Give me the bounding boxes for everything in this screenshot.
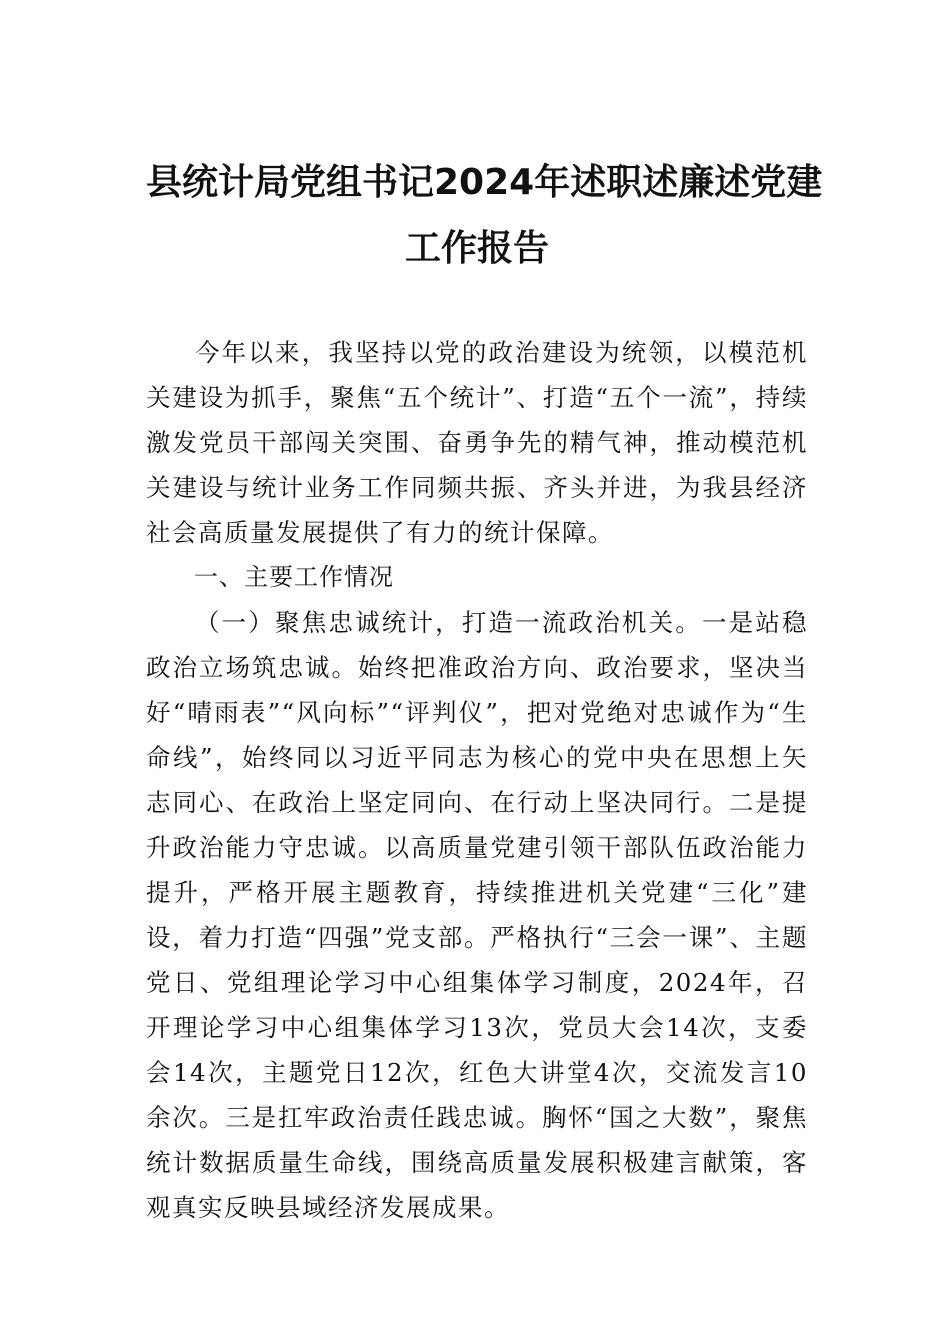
intro-paragraph: 今年以来，我坚持以党的政治建设为统领，以模范机关建设为抓手，聚焦“五个统计”、打造“五个一流”，持续激发党员干部闯关突围、奋勇争先的精气神，推动模范机关建设与统计业务工作同频共振、齐头并进，为我县经济社会高质量发展提供了有力的统计保障。 bbox=[146, 338, 808, 547]
document-title bbox=[146, 150, 823, 282]
subsection-paragraph bbox=[146, 600, 808, 1230]
title-line-2: 工作报告 bbox=[404, 228, 549, 269]
document-body bbox=[146, 330, 808, 1230]
title-line-1: 县统计局党组书记2024年述职述廉述党建 bbox=[146, 162, 823, 203]
subsection-body: 一是站稳政治立场筑忠诚。始终把准政治方向、政治要求，坚决当好“晴雨表”“风向标”“评判仪”，把对党绝对忠诚作为“生命线”，始终同以习近平同志为核心的党中央在思想上矢志同心、在政治上坚定同向、在行动上坚决同行。二是提升政治能力守忠诚。以高质量党建引领干部队伍政治能力提升，严格开展主题教育，持续推进机关党建“三化”建设，着力打造“四强”党支部。严格执行“三会一课”、主题党日、党组理论学习中心组集体学习制度，2024年，召开理论学习中心组集体学习13次，党员大会14次，支委会14次，主题党日12次，红色大讲堂4次，交流发言10余次。三是扛牢政治责任践忠诚。胸怀“国之大数”，聚焦统计数据质量生命线，围绕高质量发展积极建言献策，客观真实反映县域经济发展成果。 bbox=[146, 608, 808, 1222]
subsection-title: （一）聚焦忠诚统计，打造一流政治机关。 bbox=[195, 608, 702, 637]
section-heading: 一、主要工作情况 bbox=[194, 563, 394, 591]
